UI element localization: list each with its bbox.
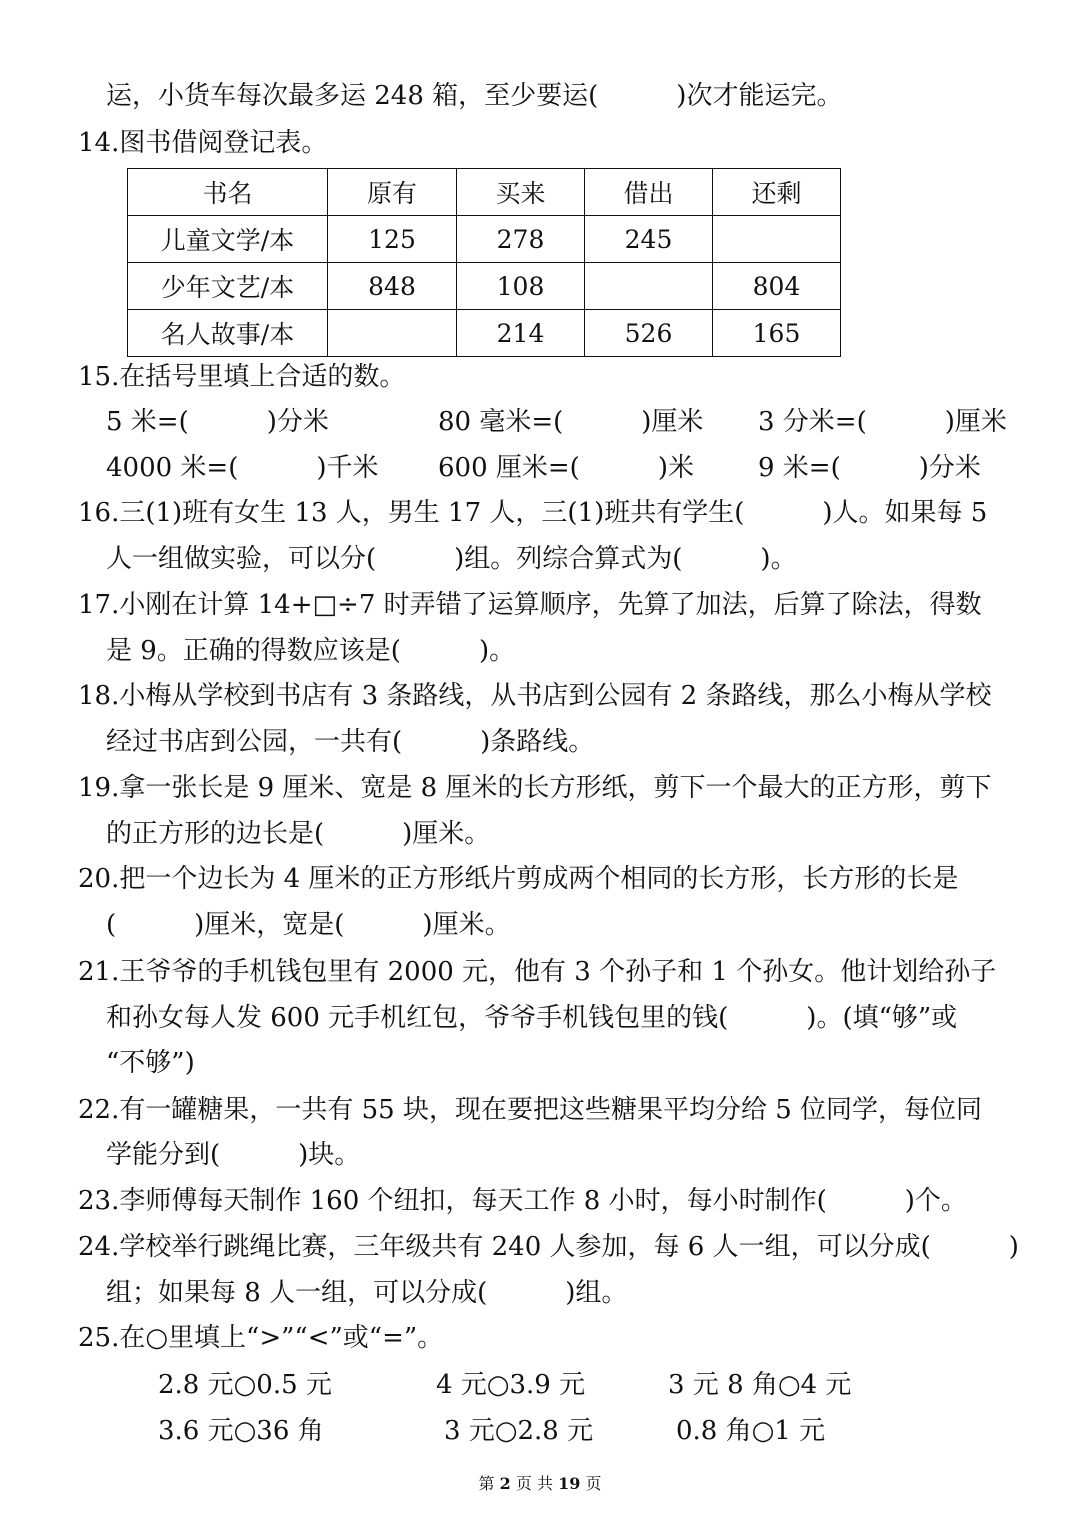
table-cell: 804 — [713, 263, 841, 310]
table-cell: 278 — [457, 216, 585, 263]
q14-title: 14.图书借阅登记表。 — [78, 128, 328, 158]
table-cell: 214 — [457, 310, 585, 357]
q17-line2: 是 9。正确的得数应该是( )。 — [106, 636, 516, 666]
q25-item: 4 元○3.9 元 — [436, 1370, 586, 1400]
footer-prefix: 第 — [478, 1474, 495, 1493]
table-header-cell: 书名 — [128, 169, 328, 216]
table-header-row — [128, 169, 841, 216]
table-cell: 245 — [585, 216, 713, 263]
table-header-cell: 借出 — [585, 169, 713, 216]
table-header-cell: 买来 — [457, 169, 585, 216]
table-row — [128, 310, 841, 357]
table-cell: 165 — [713, 310, 841, 357]
table-cell: 848 — [328, 263, 457, 310]
q15-item: 9 米=( )分米 — [758, 453, 981, 483]
footer-middle: 页 共 — [515, 1474, 553, 1493]
footer-suffix: 页 — [585, 1474, 602, 1493]
q25-title: 25.在○里填上“>”“<”或“=”。 — [78, 1323, 444, 1353]
q25-item: 3.6 元○36 角 — [158, 1416, 324, 1446]
q18-line1: 18.小梅从学校到书店有 3 条路线，从书店到公园有 2 条路线，那么小梅从学校 — [78, 681, 992, 711]
table-row — [128, 216, 841, 263]
q15-item: 5 米=( )分米 — [106, 407, 329, 437]
q20-line2: ( )厘米，宽是( )厘米。 — [106, 910, 511, 940]
q15-item: 4000 米=( )千米 — [106, 453, 379, 483]
q16-line1: 16.三(1)班有女生 13 人，男生 17 人，三(1)班共有学生( )人。如果每 5 — [78, 498, 988, 528]
q15-title: 15.在括号里填上合适的数。 — [78, 362, 406, 392]
q25-item: 3 元○2.8 元 — [444, 1416, 594, 1446]
q25-item: 3 元 8 角○4 元 — [668, 1370, 852, 1400]
table-cell: 名人故事/本 — [128, 310, 328, 357]
q22-line1: 22.有一罐糖果，一共有 55 块，现在要把这些糖果平均分给 5 位同学，每位同 — [78, 1095, 983, 1125]
page-footer — [0, 1474, 1080, 1494]
table-cell: 125 — [328, 216, 457, 263]
table-cell: 108 — [457, 263, 585, 310]
table-cell-blank — [328, 310, 457, 357]
q15-item: 80 毫米=( )厘米 — [438, 407, 704, 437]
table-cell: 少年文艺/本 — [128, 263, 328, 310]
q22-line2: 学能分到( )块。 — [106, 1140, 361, 1170]
table-header-cell: 还剩 — [713, 169, 841, 216]
table-cell: 儿童文学/本 — [128, 216, 328, 263]
table-cell: 526 — [585, 310, 713, 357]
q19-line2: 的正方形的边长是( )厘米。 — [106, 819, 491, 849]
q25-item: 0.8 角○1 元 — [676, 1416, 826, 1446]
table-cell-blank — [713, 216, 841, 263]
q24-line1: 24.学校举行跳绳比赛，三年级共有 240 人参加，每 6 人一组，可以分成( ) — [78, 1232, 1019, 1262]
q19-line1: 19.拿一张长是 9 厘米、宽是 8 厘米的长方形纸，剪下一个最大的正方形，剪下 — [78, 773, 992, 803]
q13-continuation: 运，小货车每次最多运 248 箱，至少要运( )次才能运完。 — [106, 81, 843, 111]
table-row — [128, 263, 841, 310]
q18-line2: 经过书店到公园，一共有( )条路线。 — [106, 727, 595, 757]
q25-item: 2.8 元○0.5 元 — [158, 1370, 332, 1400]
footer-total-pages: 19 — [558, 1474, 581, 1493]
q23-line: 23.李师傅每天制作 160 个纽扣，每天工作 8 小时，每小时制作( )个。 — [78, 1186, 967, 1216]
q21-line1: 21.王爷爷的手机钱包里有 2000 元，他有 3 个孙子和 1 个孙女。他计划给孙子 — [78, 957, 997, 987]
q21-line3: “不够”) — [106, 1048, 195, 1078]
q21-line2: 和孙女每人发 600 元手机红包，爷爷手机钱包里的钱( )。(填“够”或 — [106, 1003, 958, 1033]
q24-line2: 组；如果每 8 人一组，可以分成( )组。 — [106, 1278, 628, 1308]
q16-line2: 人一组做实验，可以分( )组。列综合算式为( )。 — [106, 544, 797, 574]
q15-item: 600 厘米=( )米 — [438, 453, 694, 483]
table-header-cell: 原有 — [328, 169, 457, 216]
table-cell-blank — [585, 263, 713, 310]
q17-line1: 17.小刚在计算 14+□÷7 时弄错了运算顺序，先算了加法，后算了除法，得数 — [78, 590, 982, 620]
q15-item: 3 分米=( )厘米 — [758, 407, 1007, 437]
footer-page-number: 2 — [499, 1474, 511, 1493]
q20-line1: 20.把一个边长为 4 厘米的正方形纸片剪成两个相同的长方形，长方形的长是 — [78, 864, 959, 894]
borrow-record-table — [127, 168, 841, 357]
